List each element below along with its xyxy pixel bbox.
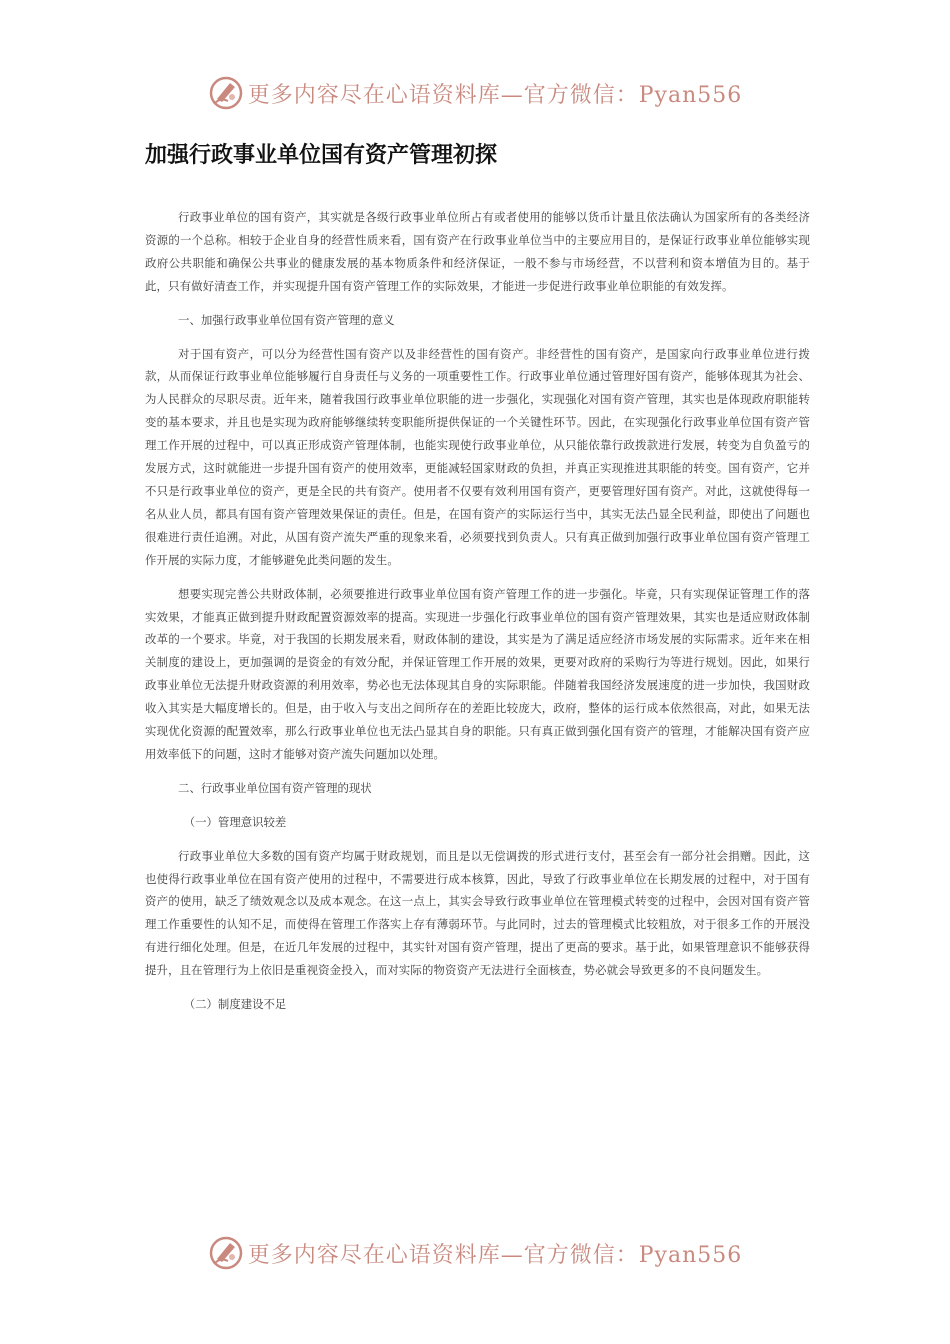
footer-banner — [0, 1233, 950, 1273]
paragraph-significance-1: 对于国有资产，可以分为经营性国有资产以及非经营性的国有资产。非经营性的国有资产，是国家向行政事业单位进行拨款，从而保证行政事业单位能够履行自身责任与义务的一项重要性工作。行政事业单位通过管理好国有资产，能够体现其为社会、为人民群众的尽职尽责。近年来，随着我国行政事业单位职能的进一步强化，实现强化对国有资产管理，其实也是体现政府职能转变的基本要求，并且也是实现为政府能够继续转变职能所提供保证的一个关键性环节。因此，在实现强化行政事业单位国有资产管理工作开展的过程中，可以真正形成资产管理体制，也能实现使行政事业单位，从只能依靠行政拨款进行发展，转变为自负盈亏的发展方式，这时就能进一步提升国有资产的使用效率，更能减轻国家财政的负担，并真正实现推进其职能的转变。国有资产，它并不只是行政事业单位的资产，更是全民的共有资产。使用者不仅要有效利用国有资产，更要管理好国有资产。对此，这就使得每一名从业人员，都具有国有资产管理效果保证的责任。但是，在国有资产的实际运行当中，其实无法凸显全民利益，即使出了问题也很难进行责任追溯。对此，从国有资产流失严重的现象来看，必须要找到负责人。只有真正做到加强行政事业单位国有资产管理工作开展的实际力度，才能够避免此类问题的发生。 — [145, 346, 810, 567]
subsection-heading-1: （一）管理意识较差 — [183, 814, 287, 829]
document-body — [145, 206, 810, 1027]
paragraph-intro: 行政事业单位的国有资产，其实就是各级行政事业单位所占有或者使用的能够以货币计量且依法确认为国家所有的各类经济资源的一个总称。相较于企业自身的经营性质来看，国有资产在行政事业单位当中的主要应用目的，是保证行政事业单位能够实现政府公共职能和确保公共事业的健康发展的基本物质条件和经济保证，一般不参与市场经营，不以营利和资本增值为目的。基于此，只有做好清查工作，并实现提升国有资产管理工作的实际效果，才能进一步促进行政事业单位职能的有效发挥。 — [145, 210, 810, 293]
banner-main-text: 更多内容尽在心语资料库— — [247, 1242, 524, 1268]
paragraph-awareness: 行政事业单位大多数的国有资产均属于财政规划，而且是以无偿调拨的形式进行支付，甚至会有一部分社会捐赠。因此，这也使得行政事业单位在国有资产使用的过程中，不需要进行成本核算，因此，导致了行政事业单位在长期发展的过程中，对于国有资产的使用，缺乏了绩效观念以及成本观念。在这一点上，其实会导致行政事业单位在管理模式转变的过程中，会因对国有资产管理工作重要性的认知不足，而使得在管理工作落实上存有薄弱环节。与此同时，过去的管理模式比较粗放，对于很多工作的开展没有进行细化处理。但是，在近几年发展的过程中，其实针对国有资产管理，提出了更高的要求。基于此，如果管理意识不能够获得提升，且在管理行为上依旧是重视资金投入，而对实际的物资资产无法进行全面核查，势必就会导致更多的不良问题发生。 — [145, 848, 810, 978]
banner-wechat-text: 官方微信：Pyan556 — [523, 82, 743, 108]
section-heading-2: 二、行政事业单位国有资产管理的现状 — [178, 780, 372, 795]
banner-text — [248, 1238, 743, 1269]
banner-main-text: 更多内容尽在心语资料库— — [247, 82, 524, 108]
banner-text — [248, 78, 743, 109]
scroll-seal-icon — [208, 75, 244, 111]
paragraph-significance-2: 想要实现完善公共财政体制，必须要推进行政事业单位国有资产管理工作的进一步强化。毕竟，只有实现保证管理工作的落实效果，才能真正做到提升财政配置资源效率的提高。实现进一步强化行政事业单位的国有资产管理效果，其实也是适应财政体制改革的一个要求。毕竟，对于我国的长期发展来看，财政体制的建设，其实是为了满足适应经济市场发展的实际需求。近年来在相关制度的建设上，更加强调的是资金的有效分配，并保证管理工作开展的效果，更要对政府的采购行为等进行规划。因此，如果行政事业单位无法提升财政资源的利用效率，势必也无法体现其自身的实际职能。伴随着我国经济发展速度的进一步加快，我国财政收入其实是大幅度增长的。但是，由于收入与支出之间所存在的差距比较庞大，政府，整体的运行成本依然很高，对此，如果无法实现优化资源的配置效率，那么行政事业单位也无法凸显其自身的职能。只有真正做到强化国有资产的管理，才能解决国有资产应用效率低下的问题，这时才能够对资产流失问题加以处理。 — [145, 586, 810, 761]
page-title: 加强行政事业单位国有资产管理初探 — [145, 143, 498, 168]
scroll-seal-icon — [208, 1235, 244, 1271]
banner-wechat-text: 官方微信：Pyan556 — [523, 1242, 743, 1268]
section-heading-1: 一、加强行政事业单位国有资产管理的意义 — [178, 312, 395, 327]
header-banner — [0, 73, 950, 113]
subsection-heading-2: （二）制度建设不足 — [183, 997, 287, 1012]
